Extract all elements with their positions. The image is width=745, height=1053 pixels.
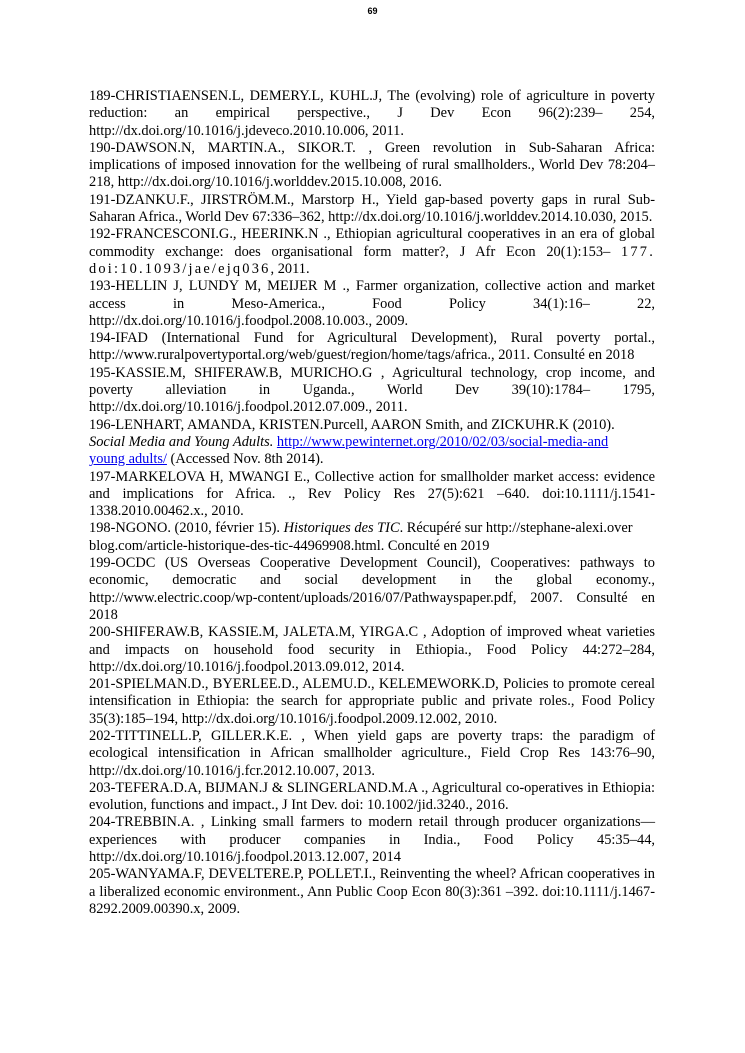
reference-192 [89, 226, 655, 278]
page-number: 69 [367, 6, 378, 16]
reference-202: 202-TITTINELL.P, GILLER.K.E. , When yield gaps are poverty traps: the paradigm of ecological intensification in African smallholder agriculture., Field Crop Res 143:76–90, http://dx.doi.org/10.1016/j.fcr.2012.10.007, 2013. [89, 727, 655, 779]
reference-201: 201-SPIELMAN.D., BYERLEE.D., ALEMU.D., KELEMEWORK.D, Policies to promote cereal intensification in Ethiopia: the search for appropriate public and private roles., Food Policy 35(3):185–194, http://dx.doi.org/10.1016/j.foodpol.2009.12.002, 2010. [89, 676, 655, 727]
reference-200: 200-SHIFERAW.B, KASSIE.M, JALETA.M, YIRGA.C , Adoption of improved wheat varieties and impacts on household food security in Ethiopia., Food Policy 44:272–284, http://dx.doi.org/10.1016/j.foodpol.2013.09.012, 2014. [89, 624, 655, 675]
reference-192-end: , 2011. [270, 260, 310, 277]
reference-205: 205-WANYAMA.F, DEVELTERE.P, POLLET.I., Reinventing the wheel? African cooperatives in a liberalized economic environment., Ann Public Coop Econ 80(3):361 –392. doi:10.1111/j.1467-8292.2009.00390.x, 2009. [89, 866, 655, 917]
reference-198 [89, 520, 655, 555]
reference-197: 197-MARKELOVA H, MWANGI E., Collective action for smallholder market access: evidence and implications for Africa. ., Rev Policy Res 27(5):621 –640. doi:10.1111/j.1541-1338.2010.00462.x., 2010. [89, 468, 655, 520]
reference-199: 199-OCDC (US Overseas Cooperative Development Council), Cooperatives: pathways to economic, democratic and social development in the global economy., http://www.electric.coop/wp-content/uploads/2016/07/Pathwayspaper.pdf, 2007. Consulté en 2018 [89, 555, 655, 623]
reference-198-title: Historiques des TIC [283, 520, 400, 537]
reference-195: 195-KASSIE.M, SHIFERAW.B, MURICHO.G , Agricultural technology, crop income, and poverty alleviation in Uganda., World Dev 39(10):1784– 1795, http://dx.doi.org/10.1016/j.foodpol.2012.07.009., 2011. [89, 364, 655, 416]
reference-196 [89, 417, 655, 469]
reference-196-authors: 196-LENHART, AMANDA, KRISTEN.Purcell, AARON Smith, and ZICKUHR.K (2010). [89, 416, 615, 433]
reference-198-prefix: 198-NGONO. (2010, février 15). [89, 520, 284, 537]
reference-191: 191-DZANKU.F., JIRSTRÖM.M., Marstorp H., Yield gap-based poverty gaps in rural Sub-Saharan Africa., World Dev 67:336–362, http://dx.doi.org/10.1016/j.worlddev.2014.10.030, 2015. [89, 191, 655, 226]
reference-list [89, 88, 655, 918]
reference-189: 189-CHRISTIAENSEN.L, DEMERY.L, KUHL.J, The (evolving) role of agriculture in poverty reduction: an empirical perspective., J Dev Econ 96(2):239– 254, http://dx.doi.org/10.1016/j.jdeveco.2010.10.006, 2011. [89, 88, 655, 139]
reference-192-main: 192-FRANCESCONI.G., HEERINK.N ., Ethiopian agricultural cooperatives in an era of global commodity exchange: does organisational form matter?, J Afr Econ 20(1):153– [89, 226, 655, 260]
reference-198-line2: blog.com/article-historique-des-tic-44969908.html. Conculté en 2019 [89, 537, 490, 554]
reference-196-accessed: (Accessed Nov. 8th 2014). [166, 451, 324, 468]
reference-190: 190-DAWSON.N, MARTIN.A., SIKOR.T. , Green revolution in Sub-Saharan Africa: implications of imposed innovation for the wellbeing of rural smallholders., World Dev 78:204– 218, http://dx.doi.org/10.1016/j.worlddev.2015.10.008, 2016. [89, 139, 655, 191]
reference-196-line2 [89, 434, 655, 451]
reference-203: 203-TEFERA.D.A, BIJMAN.J & SLINGERLAND.M.A ., Agricultural co-operatives in Ethiopia: evolution, functions and impact., J Int Dev. doi: 10.1002/jid.3240., 2016. [89, 779, 655, 814]
reference-194: 194-IFAD (International Fund for Agricultural Development), Rural poverty portal., http://www.ruralpovertyportal.org/web/guest/region/home/tags/africa., 2011. Consulté en 2018 [89, 330, 655, 364]
reference-196-line3 [89, 451, 655, 468]
reference-198-rest: . Récupéré sur http://stephane-alexi.over [399, 520, 633, 537]
reference-196-title: Social Media and Young Adults. [89, 433, 274, 450]
reference-193: 193-HELLIN J, LUNDY M, MEIJER M ., Farmer organization, collective action and market access in Meso-America., Food Policy 34(1):16– 22, http://dx.doi.org/10.1016/j.foodpol.2008.10.003., 2009. [89, 278, 655, 329]
reference-192-doi: 177. doi:10.1093/jae/ejq036 [89, 243, 655, 277]
reference-204: 204-TREBBIN.A. , Linking small farmers to modern retail through producer organizations—experiences with producer companies in India., Food Policy 45:35–44, http://dx.doi.org/10.1016/j.foodpol.2013.12.007, 2014 [89, 814, 655, 866]
reference-196-link-continued[interactable]: young adults/ [89, 451, 167, 468]
reference-196-link[interactable]: http://www.pewinternet.org/2010/02/03/social-media-and [276, 433, 609, 450]
